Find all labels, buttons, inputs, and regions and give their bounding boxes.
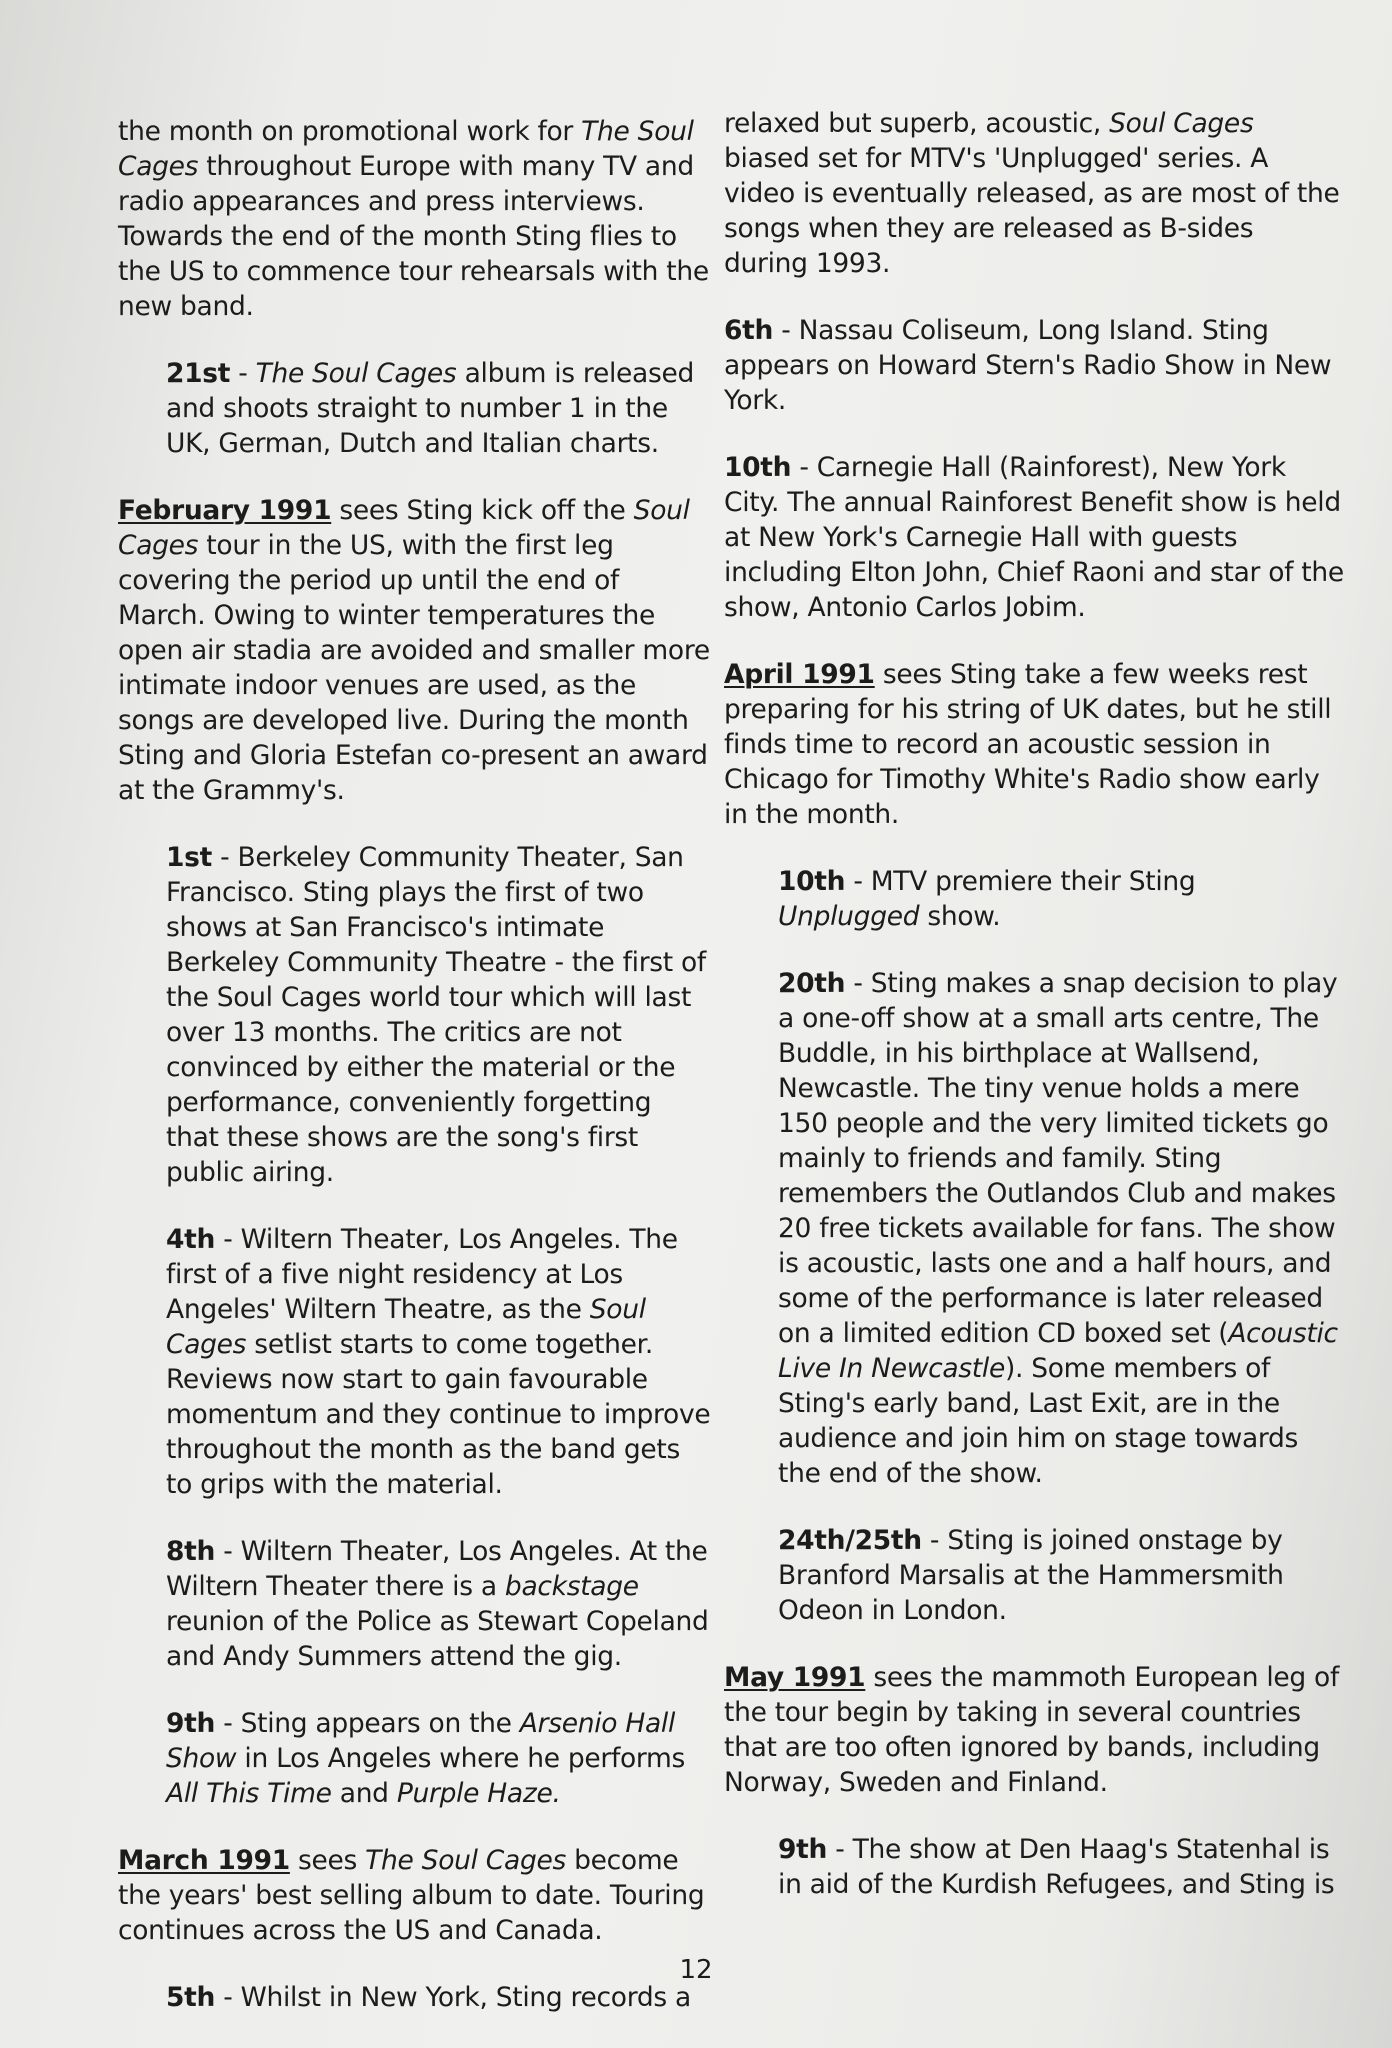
month-heading [724, 659, 875, 690]
page-number: 12 [679, 1955, 713, 1985]
italic-title: The Soul Cages [255, 358, 457, 389]
date-label: 4th [166, 1224, 216, 1255]
italic-title: The Soul Cages [118, 116, 694, 182]
italic-title: Acoustic Live In Newcastle [778, 1318, 1338, 1384]
text-run: sees Sting take a few weeks rest preparing for his string of UK dates, but he still finds time to record an acoustic session in Chicago for Timothy White's Radio show early in the month. [724, 659, 1332, 830]
text-run: - Sting appears on the [215, 1708, 520, 1739]
text-run: biased set for MTV's 'Unplugged' series. A video is eventually released, as are most of the songs when they are released as B-sides during 1993. [724, 143, 1340, 279]
italic-title: All This Time [166, 1778, 332, 1809]
paragraph [118, 114, 712, 324]
paragraph [724, 450, 1344, 625]
italic-title: Arsenio Hall Show [166, 1708, 676, 1774]
text-run: - Berkeley Community Theater, San Francisco. Sting plays the first of two shows at San Francisco's intimate Berkeley Community Theatre - the first of the Soul Cages world tour which will last over 13 months. The critics are not convinced by either the material or the performance, conveniently forgetting that these shows are the song's first public airing. [166, 842, 706, 1188]
text-run: - MTV premiere their Sting [845, 866, 1196, 897]
text-run: sees the mammoth European leg of the tour begin by taking in several countries that are too often ignored by bands, including Norway, Sweden and Finland. [724, 1662, 1339, 1798]
month-heading-text: May 1991 [724, 1662, 866, 1693]
right-column [724, 106, 1344, 1934]
date-label: 8th [166, 1536, 216, 1567]
italic-title: Soul Cages [118, 495, 690, 561]
italic-title: Unplugged [778, 901, 920, 932]
month-heading [724, 1662, 865, 1693]
italic-title: Soul Cages [1109, 108, 1254, 139]
month-heading-text: April 1991 [724, 659, 875, 690]
text-run: - Carnegie Hall (Rainforest), New York City. The annual Rainforest Benefit show is held at New York's Carnegie Hall with guests including Elton John, Chief Raoni and star of the show, Antonio Carlos Jobim. [724, 452, 1344, 623]
date-label: 10th [778, 866, 846, 897]
text-run: tour in the US, with the first leg covering the period up until the end of March. Owing to winter temperatures the open air stadia are avoided and smaller more intimate indoor venues are used, as the songs are developed live. During the month Sting and Gloria Estefan co-present an award at the Grammy's. [118, 530, 710, 806]
italic-title: backstage [504, 1571, 639, 1602]
text-run: show. [919, 901, 1001, 932]
text-run: the month on promotional work for [118, 116, 582, 147]
text-run: - Nassau Coliseum, Long Island. Sting appears on Howard Stern's Radio Show in New York. [724, 315, 1332, 416]
paragraph [118, 1706, 712, 1811]
paragraph [724, 864, 1344, 934]
date-label: 5th [166, 1982, 216, 2013]
text-run: relaxed but superb, acoustic, [724, 108, 1110, 139]
text-run: - The show at Den Haag's Statenhal is in aid of the Kurdish Refugees, and Sting is [778, 1834, 1335, 1900]
date-label: 10th [724, 452, 792, 483]
month-heading-text: March 1991 [118, 1845, 290, 1876]
date-label: 9th [778, 1834, 828, 1865]
text-run: - [230, 358, 256, 389]
left-column [118, 114, 712, 2047]
date-label: 21st [166, 358, 231, 389]
text-run: throughout Europe with many TV and radio appearances and press interviews. Towards the end of the month Sting flies to the US to commence tour rehearsals with the new band. [118, 151, 709, 322]
text-run: in Los Angeles where he performs [236, 1743, 686, 1774]
italic-title: Soul Cages [166, 1294, 646, 1360]
date-label: 24th/25th [778, 1525, 922, 1556]
paragraph [724, 657, 1344, 832]
text-run: sees [289, 1845, 366, 1876]
date-label: 6th [724, 315, 774, 346]
text-run: album is released and shoots straight to number 1 in the UK, German, Dutch and Italian charts. [166, 358, 694, 459]
text-run: - Whilst in New York, Sting records a [215, 1982, 691, 2013]
paragraph [724, 966, 1344, 1491]
paragraph [118, 1534, 712, 1674]
date-label: 1st [166, 842, 212, 873]
text-run: reunion of the Police as Stewart Copeland and Andy Summers attend the gig. [166, 1606, 709, 1672]
date-label: 9th [166, 1708, 216, 1739]
month-heading [118, 1845, 290, 1876]
paragraph [118, 493, 712, 808]
text-run: and [331, 1778, 397, 1809]
paragraph [118, 1222, 712, 1502]
paragraph [724, 313, 1344, 418]
paragraph [118, 1980, 712, 2015]
italic-title: The Soul Cages [365, 1845, 566, 1876]
paragraph [724, 1660, 1344, 1800]
text-run: - Wiltern Theater, Los Angeles. The first of a five night residency at Los Angeles' Wiltern Theatre, as the [166, 1224, 678, 1325]
text-run: ). Some members of Sting's early band, Last Exit, are in the audience and join him on stage towards the end of the show. [778, 1353, 1299, 1489]
text-run: setlist starts to come together. Reviews now start to gain favourable momentum and they continue to improve throughout the month as the band gets to grips with the material. [166, 1329, 711, 1500]
text-run: sees Sting kick off the [331, 495, 634, 526]
paragraph [118, 356, 712, 461]
text-run: - Sting makes a snap decision to play a one-off show at a small arts centre, The Buddle, in his birthplace at Wallsend, Newcastle. The tiny venue holds a mere 150 people and the very limited tickets go mainly to friends and family. Sting remembers the Outlandos Club and makes 20 free tickets available for fans. The show is acoustic, lasts one and a half hours, and some of the performance is later released on a limited edition CD boxed set ( [778, 968, 1338, 1349]
paragraph [118, 1843, 712, 1948]
paragraph [724, 106, 1344, 281]
text-run: - Wiltern Theater, Los Angeles. At the Wiltern Theater there is a [166, 1536, 708, 1602]
italic-title: Purple Haze. [396, 1778, 561, 1809]
month-heading [118, 495, 331, 526]
month-heading-text: February 1991 [118, 495, 332, 526]
text-run: - Sting is joined onstage by Branford Marsalis at the Hammersmith Odeon in London. [778, 1525, 1284, 1626]
text-run: become the years' best selling album to date. Touring continues across the US and Canada. [118, 1845, 705, 1946]
paragraph [724, 1523, 1344, 1628]
date-label: 20th [778, 968, 846, 999]
paragraph [118, 840, 712, 1190]
paragraph [724, 1832, 1344, 1902]
